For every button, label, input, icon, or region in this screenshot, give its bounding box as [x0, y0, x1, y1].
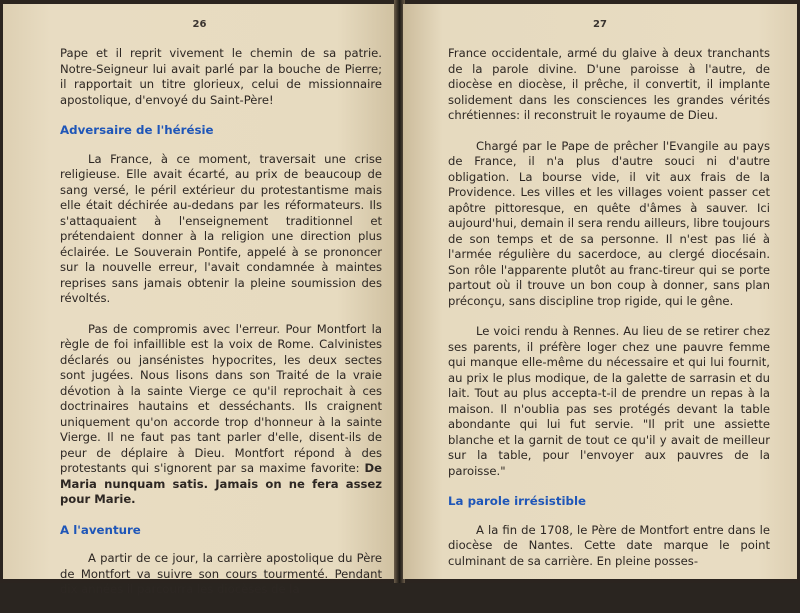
paragraph: A la fin de 1708, le Père de Montfort entre dans le diocèse de Nantes. Cette date marque le point culminant de sa carrière. En pleine posses-: [448, 522, 770, 568]
paragraph: La France, à ce moment, traversait une crise religieuse. Elle avait écarté, au prix de beaucoup de sang versé, le péril extérieur du protestantisme mais elle était déchirée au-dedans par les réformateurs. Ils s'attaquaient à l'enseignement traditionnel et prétendaient donner à la religion une direction plus éclairée. Le Souverain Pontife, appelé à se prononcer sur la nouvelle erreur, l'avait condamnée à maintes reprises sans jamais obtenir la pleine soumission des révoltés.: [60, 151, 382, 305]
paragraph: Chargé par le Pape de prêcher l'Evangile au pays de France, il n'a plus d'autre souci ni d'autre obligation. La bourse vide, il vit aux frais de la Providence. Les villes et les villages voient passer cet apôtre pittoresque, en quête d'âmes à sauver. Ici aujourd'hui, demain il sera rendu ailleurs, libre toujours de son temps et de sa personne. Il n'est pas lié à l'armée régulière du sacerdoce, au clergé diocésain. Son rôle l'apparente plutôt au franc-tireur qui se porte partout où il trouve un bon coup à donner, sans plan préconçu, sans discipline trop rigide, qui le gêne.: [448, 138, 770, 308]
paragraph: Pape et il reprit vivement le chemin de sa patrie. Notre-Seigneur lui avait parlé par la bouche de Pierre; il rapportait un titre glorieux, celui de missionnaire apostolique, d'envoyé du Saint-Père!: [60, 46, 382, 107]
section-heading: Adversaire de l'hérésie: [60, 123, 214, 137]
page-number: 26: [192, 19, 207, 30]
right-page-body: [448, 46, 770, 584]
emphasized-maxim: De Maria nunquam satis. Jamais on ne fera assez pour Marie.: [60, 461, 383, 506]
paragraph: Le voici rendu à Rennes. Au lieu de se retirer chez ses parents, il préfère loger chez une pauvre femme qui manque elle-même du nécessaire et qui lui fournit, au prix le plus modique, de la galette de sarrasin et du lait. Tout au plus accepta-t-il de prendre un repas à la maison. Il n'oublia pas ses protégés devant la table abondante qui lui fut servie. "Il prit une assiette blanche et la garnit de tout ce qu'il y avait de meilleur sur la table, pour l'envoyer aux pauvres de la paroisse.": [448, 324, 770, 478]
left-page-body: [60, 46, 382, 613]
paragraph: France occidentale, armé du glaive à deux tranchants de la parole divine. D'une paroisse à l'autre, de diocèse en diocèse, il prêche, il convertit, il implante solidement dans les consciences les grandes vérités chrétiennes: il reconstruit le royaume de Dieu.: [448, 46, 770, 122]
paragraph-text: Pas de compromis avec l'erreur. Pour Montfort la règle de foi infaillible est la voix de Rome. Calvinistes déclarés ou jansénistes hypocrites, les deux sectes sont jugées. Nous lisons dans son Traité de la vraie dévotion à la sainte Vierge ce qu'il reprochait à ces doctrinaires hautains et desséchants. Ils craignent uniquement qu'on accorde trop d'honneur à la sainte Vierge. Il ne faut pas tant parler d'elle, disent-ils de peur de déplaire à Dieu. Montfort répond à des protestants qui s'ignorent par sa maxime favorite:: [60, 321, 382, 475]
left-page: [3, 4, 396, 596]
paragraph: [60, 322, 382, 508]
section-heading: A l'aventure: [60, 522, 141, 537]
paragraph: A partir de ce jour, la carrière apostolique du Père de Montfort va suivre son cours tourmenté. Pendant dix années il parcourra les diocèses de la: [60, 551, 382, 596]
page-number: 27: [593, 19, 607, 30]
section-heading: La parole irrésistible: [448, 494, 587, 508]
right-page: [403, 4, 797, 579]
